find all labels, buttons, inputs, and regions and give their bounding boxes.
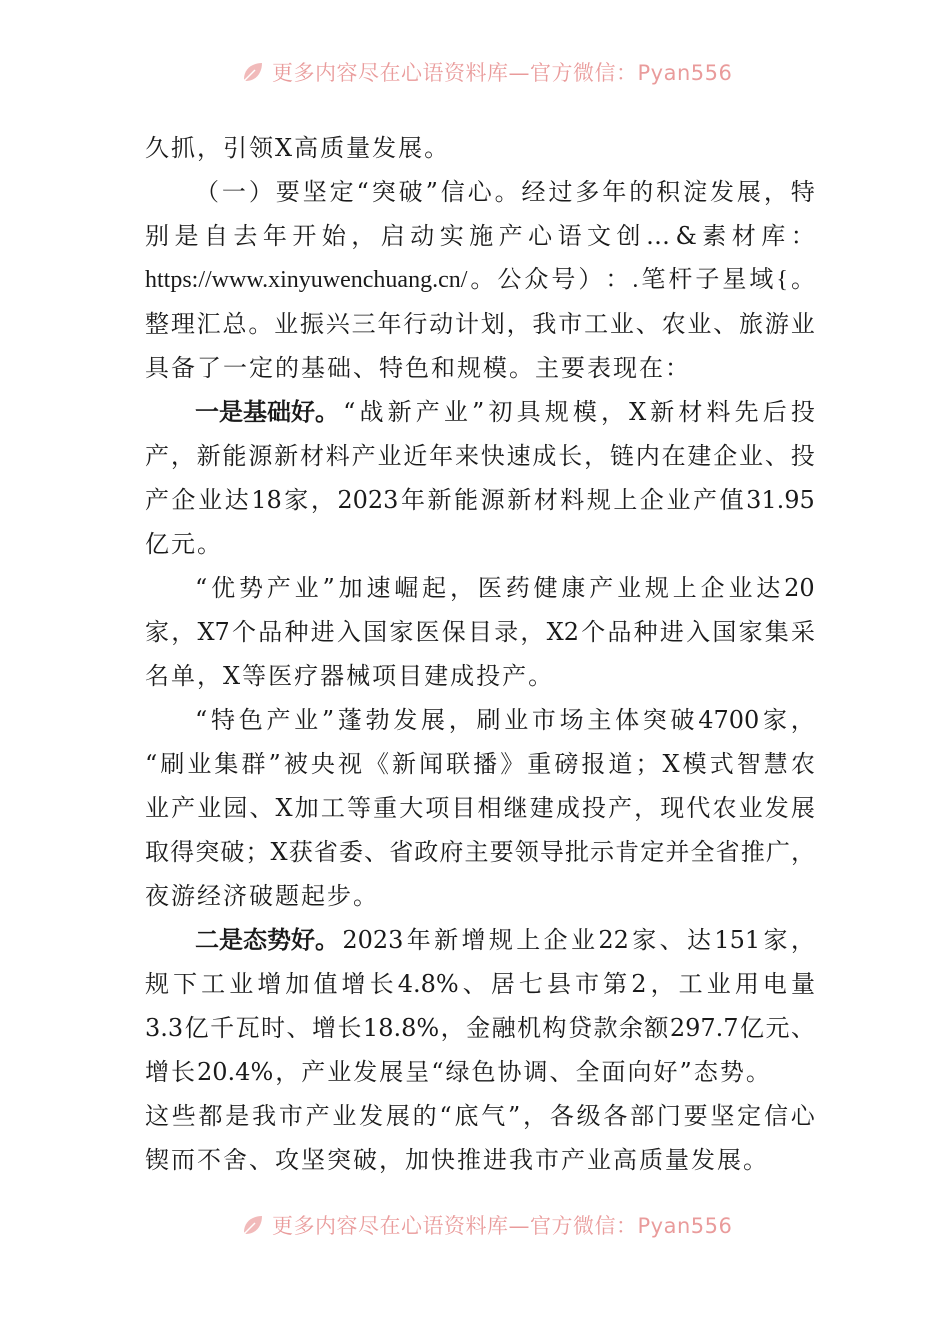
text-line: 规 下 工 业 增 加 值 增 长 4.8% 、 居 七 县 市 第 2 ， 工 业 用 电 量 [145, 970, 815, 998]
text-line: 3.3 亿 千 瓦 时 、 增 长 18.8% ， 金 融 机 构 贷 款 余 额 297.7 亿 元 、 [145, 1014, 815, 1042]
text-line: 锲 而 不 舍 、 攻 坚 突 破 ， 加 快 推 进 我 市 产 业 高 质 量 发 展 。 [145, 1146, 767, 1174]
text-line: 这 些 都 是 我 市 产 业 发 展 的 “ 底 气 ” ， 各 级 各 部 门 要 坚 定 信 心 [145, 1102, 815, 1130]
text-line: 取 得 突 破 ； X 获 省 委 、 省 政 府 主 要 领 导 批 示 肯 定 并 全 省 推 广 ， [145, 838, 815, 866]
bold-lead: 二是态势好。 [195, 926, 339, 954]
watermark-text: 更多内容尽在心语资料库—官方微信：Pyan556 [272, 1214, 733, 1238]
text-line: （ 一 ） 要 坚 定 “ 突 破 ” 信 心 。 经 过 多 年 的 积 淀 发 展 ， 特 [195, 178, 815, 206]
text-line: 整 理 汇 总 。 业 振 兴 三 年 行 动 计 划 ， 我 市 工 业 、 农 业 、 旅 游 业 [145, 310, 815, 338]
text-line: 名 单 ， X 等 医 疗 器 械 项 目 建 成 投 产 。 [145, 662, 553, 690]
text-line: “ 刷 业 集 群 ” 被 央 视 《 新 闻 联 播 》 重 磅 报 道 ； X 模 式 智 慧 农 [145, 750, 815, 778]
watermark-top [0, 55, 950, 85]
watermark-bottom [0, 1208, 950, 1238]
text-line: 别 是 自 去 年 开 始 ， 启 动 实 施 产 心 语 文 创 … & 素 材 库 ： [145, 222, 815, 250]
text-line: 久 抓 ， 引 领 X 高 质 量 发 展 。 [145, 134, 449, 162]
text-line: 夜 游 经 济 破 题 起 步 。 [145, 882, 377, 910]
text-line: 具 备 了 一 定 的 基 础 、 特 色 和 规 模 。 主 要 表 现 在 ： [145, 354, 689, 382]
text-line: 二是态势好。 2023 年 新 增 规 上 企 业 22 家 、 达 151 家 ， [145, 918, 815, 962]
text-line: “ 优 势 产 业 ” 加 速 崛 起 ， 医 药 健 康 产 业 规 上 企 业 达 20 [195, 574, 815, 602]
text-line: https://www.xinyuwenchuang.cn/ 。 公 众 号 ） ： . 笔 杆 子 星 域 { 。 [145, 267, 815, 293]
text-line: “ 特 色 产 业 ” 蓬 勃 发 展 ， 刷 业 市 场 主 体 突 破 4700 家 ， [195, 706, 815, 734]
text-line: 家 ， X7 个 品 种 进 入 国 家 医 保 目 录 ， X2 个 品 种 进 入 国 家 集 采 [145, 618, 815, 646]
text-line: 增 长 20.4% ， 产 业 发 展 呈 “ 绿 色 协 调 、 全 面 向 好 ” 态 势 。 [145, 1058, 770, 1086]
text-line: 产 企 业 达 18 家 ， 2023 年 新 能 源 新 材 料 规 上 企 业 产 值 31.95 [145, 486, 815, 514]
text-line: 产 ， 新 能 源 新 材 料 产 业 近 年 来 快 速 成 长 ， 链 内 在 建 企 业 、 投 [145, 442, 815, 470]
text-line: 业 产 业 园 、 X 加 工 等 重 大 项 目 相 继 建 成 投 产 ， 现 代 农 业 发 展 [145, 794, 815, 822]
document-body [145, 126, 815, 1182]
bold-lead: 一是基础好。 [195, 398, 339, 426]
text-line: 亿 元 。 [145, 530, 221, 558]
leaf-logo-icon [240, 1212, 266, 1238]
watermark-text: 更多内容尽在心语资料库—官方微信：Pyan556 [272, 61, 733, 85]
text-line: 一是基础好。 “ 战 新 产 业 ” 初 具 规 模 ， X 新 材 料 先 后 投 [145, 390, 815, 434]
leaf-logo-icon [240, 59, 266, 85]
